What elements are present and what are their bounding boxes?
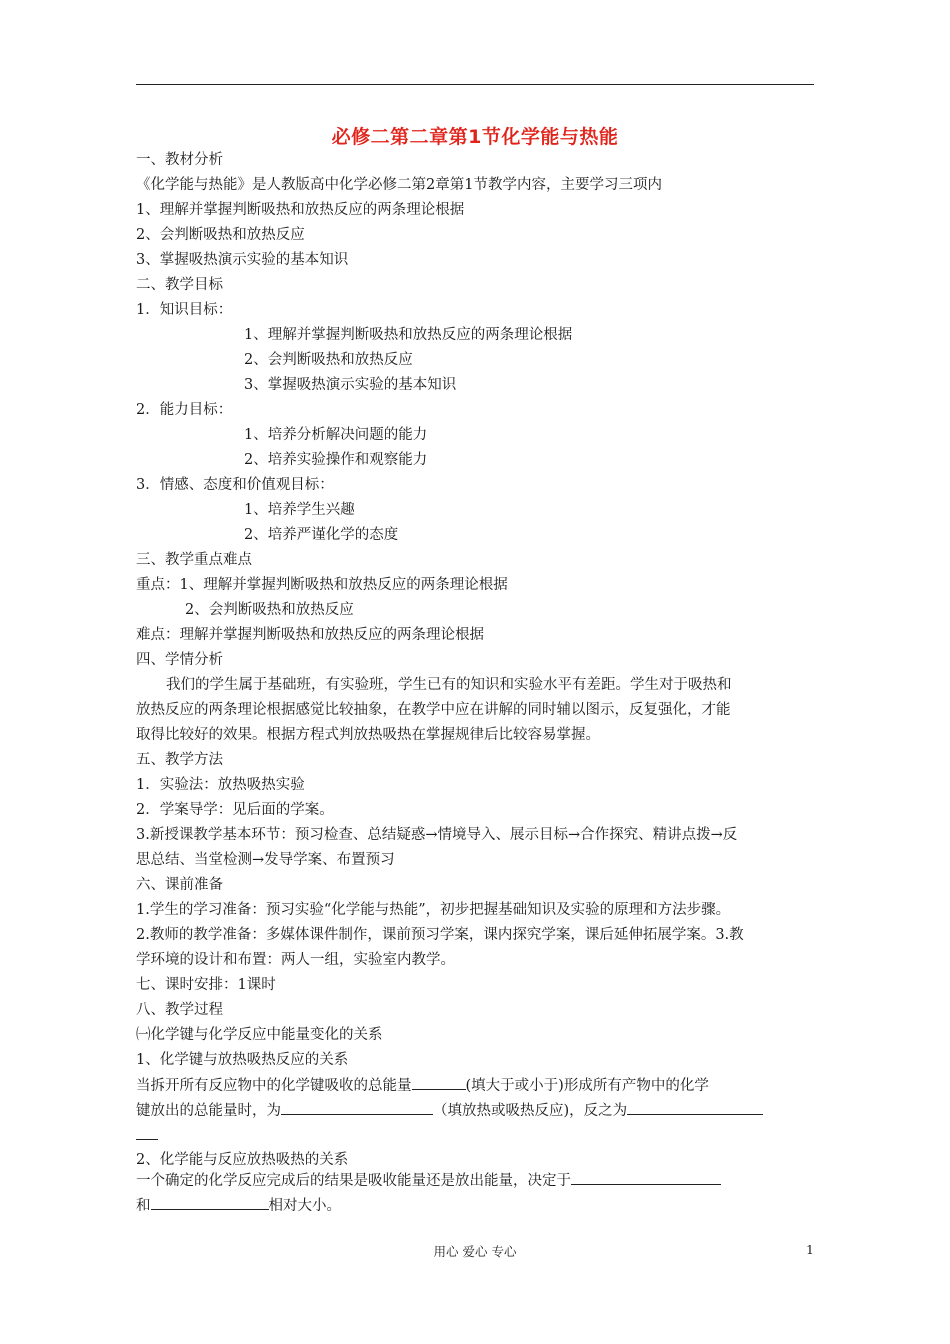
paragraph: 2.教师的教学准备：多媒体课件制作，课前预习学案，课内探究学案，课后延伸拓展学案。3.教 [136, 927, 744, 943]
list-item: 1、培养分析解决问题的能力 [244, 427, 428, 443]
fill-text: 一个确定的化学反应完成后的结果是吸收能量还是放出能量，决定于 [136, 1173, 571, 1189]
section-heading: 四、学情分析 [136, 652, 223, 668]
header-rule [136, 84, 814, 85]
list-item: 1、培养学生兴趣 [244, 502, 355, 518]
fill-text: (填大于或小于)形成所有产物中的化学 [465, 1078, 709, 1094]
sub-heading: ㈠化学键与化学反应中能量变化的关系 [136, 1027, 383, 1043]
fill-in-line [136, 1125, 158, 1146]
fill-text: 键放出的总能量时，为 [136, 1103, 281, 1119]
sub-heading: 3．情感、态度和价值观目标： [136, 477, 334, 493]
list-item: 2、会判断吸热和放热反应 [136, 227, 305, 243]
list-item: 3、掌握吸热演示实验的基本知识 [244, 377, 457, 393]
list-item: 2、会判断吸热和放热反应 [244, 352, 413, 368]
fill-text: 相对大小。 [268, 1198, 341, 1214]
blank-line [412, 1075, 466, 1090]
fill-in-line [136, 1100, 763, 1121]
section-heading: 八、教学过程 [136, 1002, 223, 1018]
section-heading: 一、教材分析 [136, 152, 223, 168]
blank-line [281, 1100, 433, 1115]
paragraph: 《化学能与热能》是人教版高中化学必修二第2章第1节教学内容，主要学习三项内 [136, 177, 662, 193]
section-heading: 六、课前准备 [136, 877, 223, 893]
paragraph: 学环境的设计和布置：两人一组，实验室内教学。 [136, 952, 455, 968]
section-heading: 七、课时安排：1课时 [136, 977, 276, 993]
list-item: 3、掌握吸热演示实验的基本知识 [136, 252, 349, 268]
page-number: 1 [806, 1242, 814, 1257]
list-item: 1、理解并掌握判断吸热和放热反应的两条理论根据 [136, 202, 465, 218]
blank-line [627, 1100, 763, 1115]
section-heading: 二、教学目标 [136, 277, 223, 293]
paragraph: 2、会判断吸热和放热反应 [185, 602, 354, 618]
list-item: 2、培养实验操作和观察能力 [244, 452, 428, 468]
list-item: 1．实验法：放热吸热实验 [136, 777, 305, 793]
paragraph: 难点：理解并掌握判断吸热和放热反应的两条理论根据 [136, 627, 484, 643]
list-item: 2．学案导学：见后面的学案。 [136, 802, 334, 818]
sub-heading: 2．能力目标： [136, 402, 233, 418]
blank-line [136, 1125, 158, 1140]
paragraph: 重点：1、理解并掌握判断吸热和放热反应的两条理论根据 [136, 577, 508, 593]
list-item: 2、培养严谨化学的态度 [244, 527, 399, 543]
paragraph: 我们的学生属于基础班，有实验班，学生已有的知识和实验水平有差距。学生对于吸热和 [166, 677, 732, 693]
paragraph: 1.学生的学习准备：预习实验“化学能与热能”，初步把握基础知识及实验的原理和方法步骤。 [136, 902, 731, 918]
footer-motto: 用心 爱心 专心 [433, 1244, 517, 1259]
fill-in-line [136, 1075, 709, 1096]
blank-line [571, 1170, 721, 1185]
fill-text: （填放热或吸热反应)，反之为 [433, 1103, 628, 1119]
fill-text: 和 [136, 1198, 151, 1214]
list-item: 1、理解并掌握判断吸热和放热反应的两条理论根据 [244, 327, 573, 343]
paragraph: 取得比较好的效果。根据方程式判放热吸热在掌握规律后比较容易掌握。 [136, 727, 600, 743]
page-title: 必修二第二章第1节化学能与热能 [331, 126, 619, 148]
sub-heading: 1、化学键与放热吸热反应的关系 [136, 1052, 349, 1068]
sub-heading: 2、化学能与反应放热吸热的关系 [136, 1152, 349, 1168]
sub-heading: 1．知识目标： [136, 302, 233, 318]
fill-text: 当拆开所有反应物中的化学键吸收的总能量 [136, 1078, 412, 1094]
fill-in-line [136, 1195, 341, 1216]
list-item: 思总结、当堂检测→发导学案、布置预习 [136, 852, 395, 868]
fill-in-line [136, 1170, 721, 1191]
blank-line [151, 1195, 269, 1210]
section-heading: 三、教学重点难点 [136, 552, 252, 568]
paragraph: 放热反应的两条理论根据感觉比较抽象，在教学中应在讲解的同时辅以图示，反复强化，才能 [136, 702, 731, 718]
list-item: 3.新授课教学基本环节：预习检查、总结疑惑→情境导入、展示目标→合作探究、精讲点拨→反 [136, 827, 738, 843]
section-heading: 五、教学方法 [136, 752, 223, 768]
